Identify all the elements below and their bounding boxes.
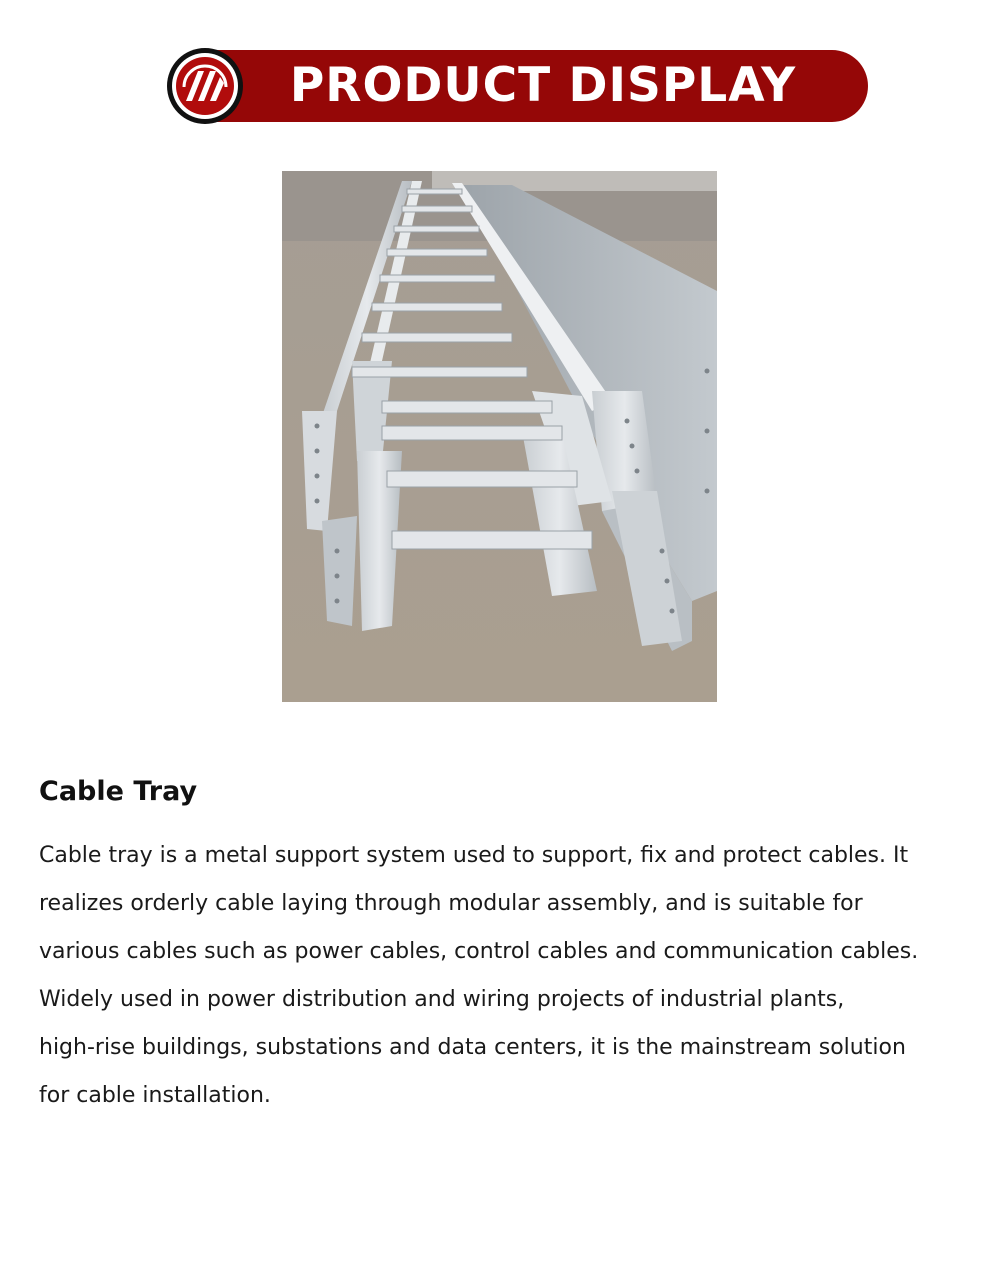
cable-tray-photo bbox=[282, 171, 717, 702]
product-description bbox=[39, 832, 969, 1120]
description-line: realizes orderly cable laying through modular assembly, and is suitable for bbox=[39, 891, 863, 916]
description-line: various cables such as power cables, control cables and communication cables. bbox=[39, 939, 919, 964]
description-line: for cable installation. bbox=[39, 1083, 271, 1108]
product-heading: Cable Tray bbox=[39, 776, 198, 807]
description-line: Cable tray is a metal support system used to support, fix and protect cables. It bbox=[39, 843, 909, 868]
page-title: PRODUCT DISPLAY bbox=[289, 58, 797, 113]
description-line: high-rise buildings, substations and data centers, it is the mainstream solution bbox=[39, 1035, 906, 1060]
description-line: Widely used in power distribution and wiring projects of industrial plants, bbox=[39, 987, 845, 1012]
